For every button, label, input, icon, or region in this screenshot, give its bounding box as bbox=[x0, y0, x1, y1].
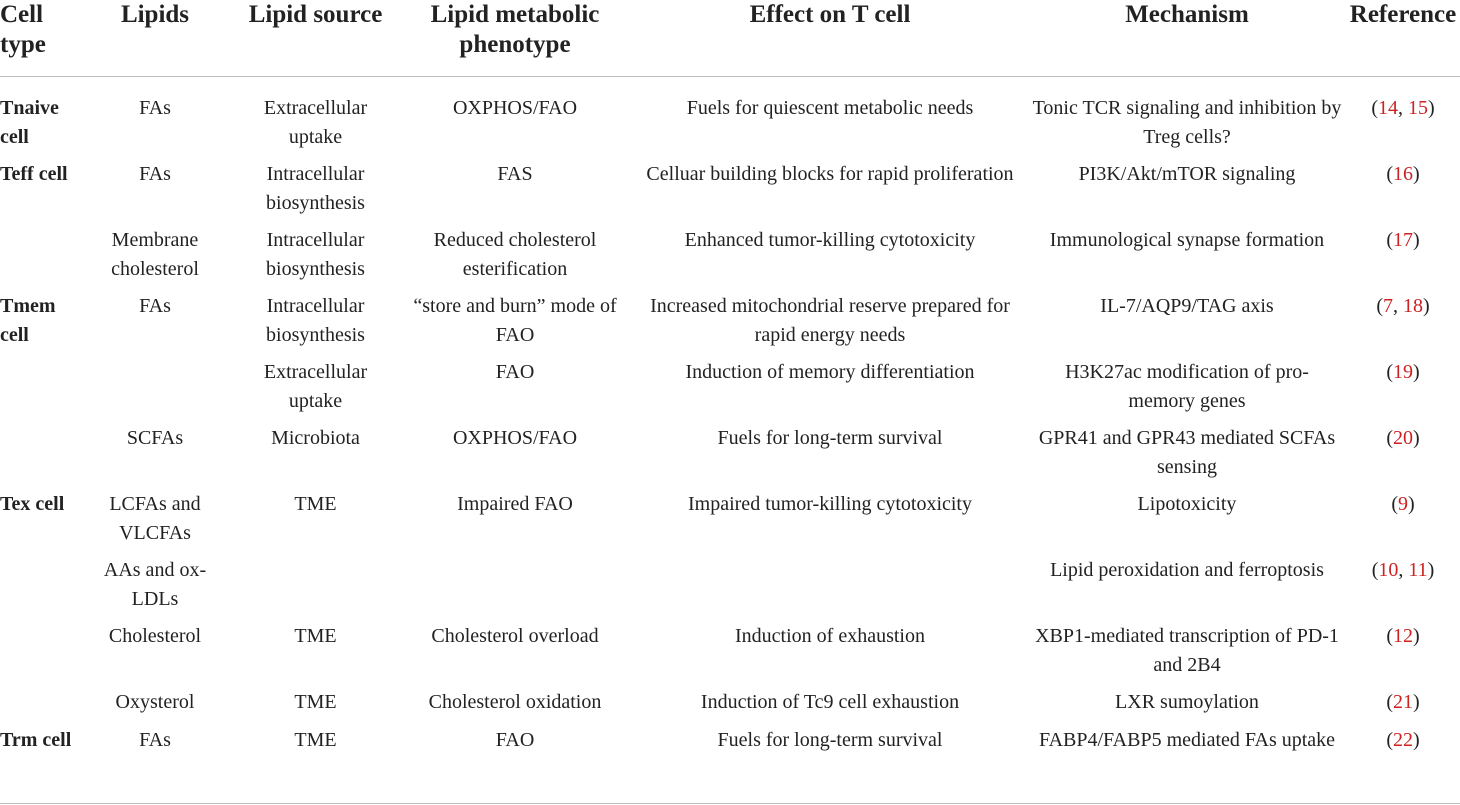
cell-reference: (9) bbox=[1391, 493, 1415, 515]
reference-link[interactable]: 12 bbox=[1393, 625, 1413, 647]
cell-mechanism: LXR sumoylation bbox=[1115, 691, 1259, 713]
cell-effect: Fuels for quiescent metabolic needs bbox=[686, 97, 974, 119]
cell-lipids: FAs bbox=[139, 295, 171, 317]
header-mechanism: Mechanism bbox=[1125, 1, 1249, 28]
cell-effect: Impaired tumor-killing cytotoxicity bbox=[688, 493, 972, 515]
cell-reference: (10, 11) bbox=[1371, 559, 1435, 581]
header-lipid-metabolic-phenotype: Lipid metabolic phenotype bbox=[430, 1, 600, 58]
cell-mechanism: H3K27ac modification of pro-memory genes bbox=[1065, 361, 1309, 412]
cell-reference: (12) bbox=[1386, 625, 1420, 647]
cell-cell-type: Tex cell bbox=[0, 493, 65, 515]
cell-mechanism: Tonic TCR signaling and inhibition by Treg cells? bbox=[1032, 97, 1342, 148]
cell-source: Intracellular biosynthesis bbox=[266, 295, 365, 346]
cell-lipids: FAs bbox=[139, 729, 171, 751]
cell-effect: Induction of Tc9 cell exhaustion bbox=[700, 691, 960, 713]
cell-lipids: FAs bbox=[139, 163, 171, 185]
cell-cell-type: Teff cell bbox=[0, 163, 68, 185]
bottom-rule bbox=[0, 803, 1460, 804]
cell-source: Intracellular biosynthesis bbox=[266, 229, 365, 280]
reference-link[interactable]: 20 bbox=[1393, 427, 1413, 449]
cell-mechanism: XBP1-mediated transcription of PD-1 and 2B4 bbox=[1035, 625, 1339, 676]
cell-reference: (7, 18) bbox=[1376, 295, 1430, 317]
cell-effect: Induction of memory differentiation bbox=[685, 361, 975, 383]
cell-lipids: AAs and ox-LDLs bbox=[103, 559, 207, 610]
reference-link[interactable]: 18 bbox=[1403, 295, 1423, 317]
cell-effect: Celluar building blocks for rapid proliferation bbox=[646, 163, 1014, 185]
cell-phenotype: Cholesterol overload bbox=[431, 625, 599, 647]
cell-source: Extracellular uptake bbox=[263, 97, 368, 148]
cell-phenotype: Reduced cholesterol esterification bbox=[433, 229, 597, 280]
cell-mechanism: GPR41 and GPR43 mediated SCFAs sensing bbox=[1038, 427, 1336, 478]
header-lipid-source: Lipid source bbox=[248, 1, 383, 28]
cell-reference: (22) bbox=[1386, 729, 1420, 751]
cell-source: TME bbox=[294, 625, 337, 647]
cell-lipids: Oxysterol bbox=[115, 691, 195, 713]
reference-link[interactable]: 15 bbox=[1408, 97, 1428, 119]
cell-reference: (19) bbox=[1386, 361, 1420, 383]
cell-effect: Enhanced tumor-killing cytotoxicity bbox=[684, 229, 976, 251]
reference-link[interactable]: 7 bbox=[1383, 295, 1393, 317]
cell-lipids: FAs bbox=[139, 97, 171, 119]
cell-phenotype: “store and burn” mode of FAO bbox=[413, 295, 617, 346]
header-effect-on-t-cell: Effect on T cell bbox=[749, 1, 911, 28]
reference-link[interactable]: 9 bbox=[1398, 493, 1408, 515]
cell-effect: Fuels for long-term survival bbox=[717, 427, 943, 449]
reference-link[interactable]: 17 bbox=[1393, 229, 1413, 251]
cell-source: Microbiota bbox=[271, 427, 360, 449]
cell-source: TME bbox=[294, 729, 337, 751]
cell-reference: (17) bbox=[1386, 229, 1420, 251]
reference-link[interactable]: 19 bbox=[1393, 361, 1413, 383]
cell-lipids: Cholesterol bbox=[108, 625, 202, 647]
cell-reference: (14, 15) bbox=[1371, 97, 1435, 119]
cell-phenotype: FAO bbox=[495, 729, 535, 751]
header-cell-type: Cell type bbox=[0, 1, 46, 58]
header-reference: Reference bbox=[1349, 1, 1457, 28]
cell-mechanism: IL-7/AQP9/TAG axis bbox=[1100, 295, 1274, 317]
cell-source: Extracellular uptake bbox=[263, 361, 368, 412]
cell-source: Intracellular biosynthesis bbox=[266, 163, 365, 214]
cell-reference: (21) bbox=[1386, 691, 1420, 713]
cell-phenotype: FAO bbox=[495, 361, 535, 383]
cell-mechanism: Lipotoxicity bbox=[1137, 493, 1237, 515]
cell-lipids: SCFAs bbox=[126, 427, 184, 449]
cell-cell-type: Tmem cell bbox=[0, 295, 56, 346]
cell-source: TME bbox=[294, 691, 337, 713]
reference-link[interactable]: 10 bbox=[1378, 559, 1399, 581]
reference-link[interactable]: 14 bbox=[1378, 97, 1398, 119]
cell-phenotype: FAS bbox=[497, 163, 533, 185]
cell-effect: Induction of exhaustion bbox=[735, 625, 925, 647]
header-rule bbox=[0, 76, 1460, 77]
cell-mechanism: Immunological synapse formation bbox=[1049, 229, 1325, 251]
reference-link[interactable]: 11 bbox=[1408, 559, 1428, 581]
cell-mechanism: PI3K/Akt/mTOR signaling bbox=[1078, 163, 1296, 185]
cell-phenotype: OXPHOS/FAO bbox=[452, 97, 578, 119]
cell-lipids: LCFAs and VLCFAs bbox=[109, 493, 201, 544]
cell-effect: Fuels for long-term survival bbox=[717, 729, 943, 751]
cell-effect: Increased mitochondrial reserve prepared for rapid energy needs bbox=[650, 295, 1010, 346]
cell-lipids: Membrane cholesterol bbox=[111, 229, 199, 280]
reference-link[interactable]: 21 bbox=[1393, 691, 1413, 713]
header-lipids: Lipids bbox=[120, 1, 190, 28]
reference-link[interactable]: 22 bbox=[1393, 729, 1413, 751]
cell-phenotype: Impaired FAO bbox=[457, 493, 573, 515]
cell-mechanism: Lipid peroxidation and ferroptosis bbox=[1050, 559, 1324, 581]
cell-reference: (20) bbox=[1386, 427, 1420, 449]
cell-cell-type: Trm cell bbox=[0, 729, 72, 751]
cell-reference: (16) bbox=[1386, 163, 1420, 185]
cell-source: TME bbox=[294, 493, 337, 515]
cell-mechanism: FABP4/FABP5 mediated FAs uptake bbox=[1038, 729, 1336, 751]
cell-cell-type: Tnaive cell bbox=[0, 97, 59, 148]
cell-phenotype: OXPHOS/FAO bbox=[452, 427, 578, 449]
reference-link[interactable]: 16 bbox=[1393, 163, 1413, 185]
cell-phenotype: Cholesterol oxidation bbox=[428, 691, 602, 713]
